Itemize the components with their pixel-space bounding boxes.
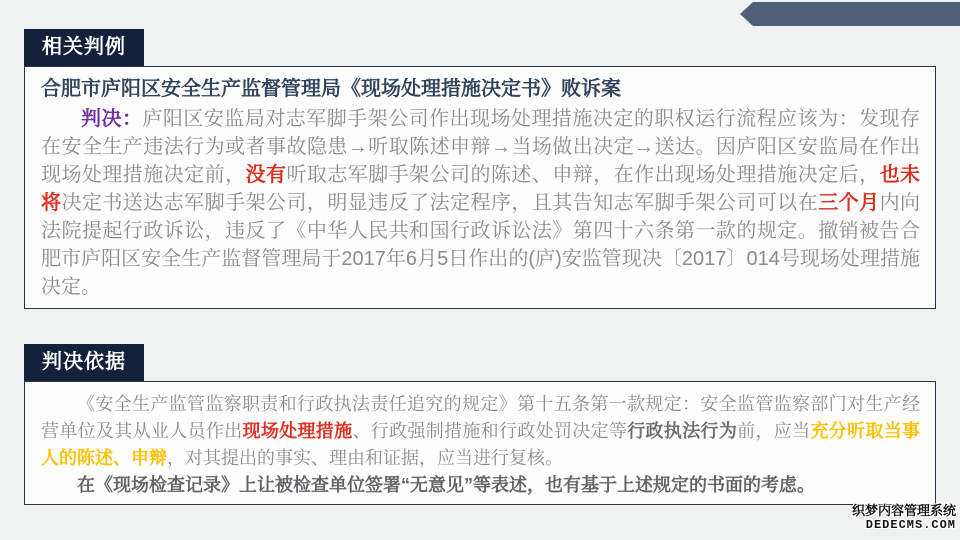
text-segment: 行政执法行为 — [627, 421, 738, 441]
regulation-paragraph — [41, 391, 920, 472]
text-segment: 、行政强制措施和行政处罚决定等 — [352, 421, 628, 441]
text-segment: 听取志军脚手架公司的陈述、申辩，在作出现场处理措施决定后， — [286, 164, 880, 186]
case-title: 合肥市庐阳区安全生产监督管理局《现场处理措施决定书》败诉案 — [41, 78, 621, 100]
section-header-related-precedents: 相关判例 — [24, 29, 144, 66]
text-segment: 三个月 — [818, 192, 880, 214]
watermark-en-text: DEDECMS.COM — [865, 518, 956, 532]
text-segment: ，对其提出的事实、理由和证据，应当进行复核。 — [167, 448, 563, 468]
top-right-ribbon — [740, 2, 960, 26]
text-segment: 现场处理措施 — [242, 421, 353, 441]
watermark-cn-text: 织梦内容管理系统 — [851, 503, 956, 518]
text-segment: 内向法院提起行政诉讼，违反了《中华人民共和国行政诉讼法》第四十六条第一款的规定。撤销被告合肥市庐阳区安全生产监督管理局于2017年6月5日作出的(庐)安监管现决〔2017〕014号现场处理措施决定。 — [41, 192, 921, 298]
text-segment: 没有 — [245, 164, 287, 186]
judgment-paragraph — [41, 105, 920, 301]
basis-content-box — [24, 381, 936, 505]
remark-line: 在《现场检查记录》上让被检查单位签署“无意见”等表述，也有基于上述规定的书面的考虑。 — [77, 475, 815, 495]
text-segment: 也未将 — [41, 164, 921, 214]
precedent-content-box — [24, 66, 936, 309]
text-segment: 《安全生产监管监察职责和行政执法责任追究的规定》第十五条第一款规定：安全监管监察部门对生产经营单位及其从业人员作出 — [41, 394, 920, 441]
text-segment: 判决： — [81, 108, 143, 130]
watermark — [852, 504, 956, 532]
section-header-judgment-basis: 判决依据 — [24, 344, 144, 381]
text-segment: 前，应当 — [737, 421, 811, 441]
text-segment: 庐阳区安监局对志军脚手架公司作出现场处理措施决定的职权运行流程应该为：发现存在安全生产违法行为或者事故隐患→听取陈述申辩→当场做出决定→送达。因庐阳区安监局在作出现场处理措施决定前， — [41, 108, 921, 186]
text-segment: 充分听取当事人的陈述、申辩 — [41, 421, 921, 468]
text-segment: 决定书送达志军脚手架公司，明显违反了法定程序，且其告知志军脚手架公司可以在 — [61, 192, 819, 214]
